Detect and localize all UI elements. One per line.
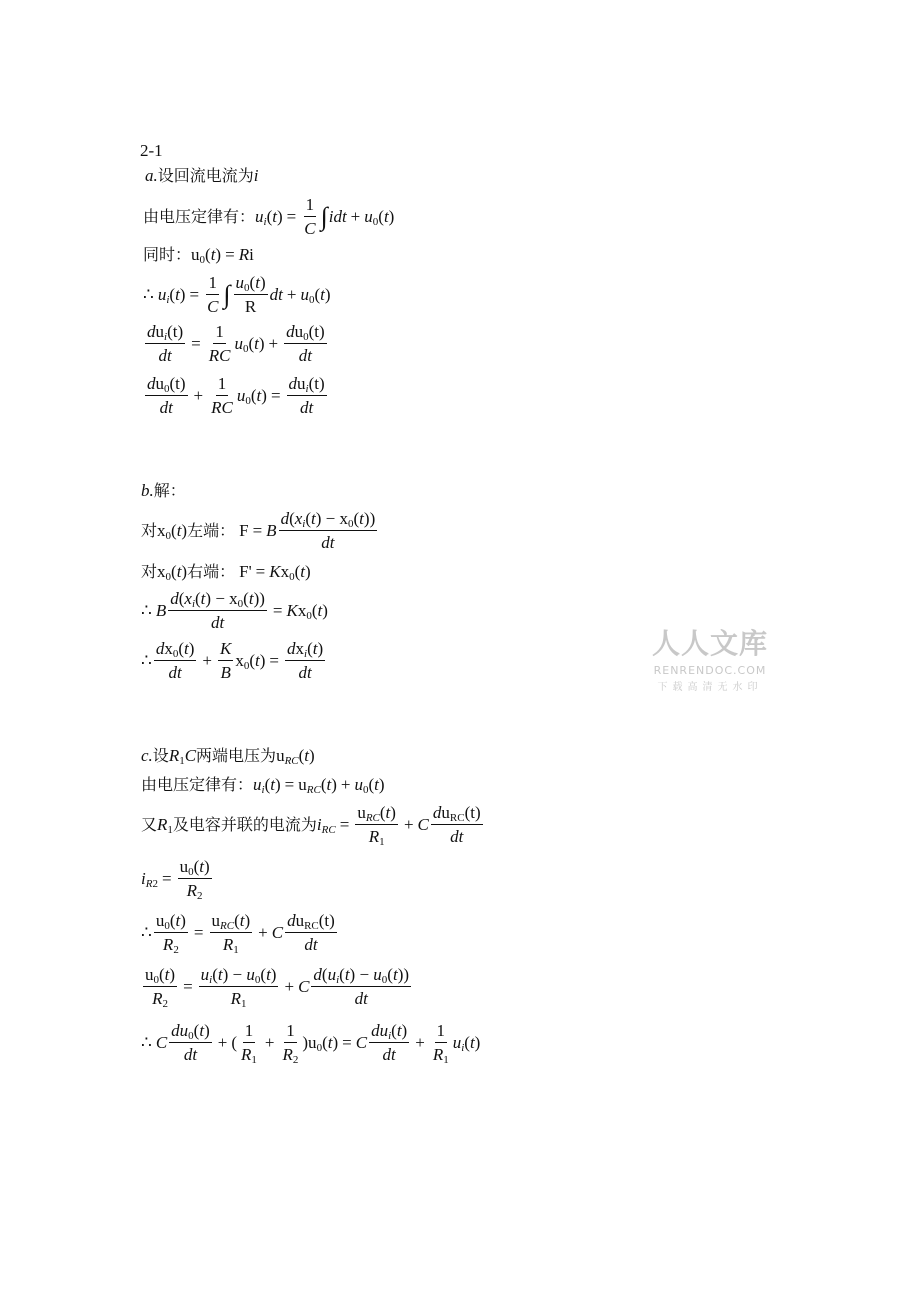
- part-c-equation-1: 由电压定律有： $u_i(t)$ = $u_{RC}(t)$ + $u_0(t)$: [141, 774, 385, 796]
- part-b-equation-2: 对 $x_0(t)$ 右端： F' = $Kx_0(t)$: [141, 561, 311, 583]
- watermark-logo: 人人文库 RENRENDOC.COM 下载高清无水印: [651, 627, 768, 693]
- part-c-equation-4: ∴ $\frac{u_0(t)}{R_2}$ = $\frac{u_{RC}(t)}{R_1}$ + C $\frac{du_{RC}(t)}{dt}$: [141, 911, 335, 956]
- problem-number: 2-1: [140, 141, 163, 160]
- part-a-equation-4: $\frac{du_i(t)}{dt}$ = $\frac{1}{RC}$ $u_0(t)$ + $\frac{du_0(t)}{dt}$: [147, 322, 325, 365]
- part-c-equation-2: 又 $R_1$ 及电容并联的电流为 $i_{RC}$ = $\frac{u_{RC}(t)}{R_1}$ + C $\frac{du_{RC}(t)}{dt}$: [141, 803, 481, 848]
- part-a-equation-2: 同时： $u_0(t)$ = Ri: [143, 244, 254, 266]
- part-c-equation-5: $\frac{u_0(t)}{R_2}$ = $\frac{u_i(t) - u_0(t)}{R_1}$ + C $\frac{d(u_i(t) - u_0(t))}{dt}$: [145, 965, 410, 1010]
- part-c-equation-3: $i_{R2}$ = $\frac{u_0(t)}{R_2}$: [141, 857, 210, 902]
- part-a-intro: a. 设回流电流为 i: [145, 165, 259, 185]
- part-c-intro: c. 设 $R_1C$ 两端电压为 $u_{RC}(t)$: [141, 745, 315, 767]
- part-c-equation-6: ∴ C $\frac{du_0(t)}{dt}$ + ( $\frac{1}{R_1}$ + $\frac{1}{R_2}$ )$u_0(t)$ = C $\frac{du_i(t)}{dt}$ + $\frac{1}{R_1}$ $u_i(t)$: [141, 1021, 481, 1066]
- part-a-equation-5: $\frac{du_0(t)}{dt}$ + $\frac{1}{RC}$ $u_0(t)$ = $\frac{du_i(t)}{dt}$: [147, 374, 325, 417]
- part-b-intro: b. 解：: [141, 480, 186, 500]
- part-a-equation-3: ∴ $u_i(t)$ = $\frac{1}{C}$ ∫ $\frac{u_0(t)}{R}$ dt + $u_0(t)$: [143, 273, 331, 316]
- part-a-equation-1: 由电压定律有： $u_i(t)$ = $\frac{1}{C}$ ∫ idt + $u_0(t)$: [143, 195, 395, 238]
- part-b-equation-3: ∴ B $\frac{d(x_i(t) - x_0(t))}{dt}$ = $Kx_0(t)$: [141, 589, 328, 632]
- part-b-equation-1: 对 $x_0(t)$ 左端： F = B $\frac{d(x_i(t) - x_0(t))}{dt}$: [141, 509, 376, 552]
- part-b-equation-4: ∴ $\frac{dx_0(t)}{dt}$ + $\frac{K}{B}$ $x_0(t)$ = $\frac{dx_i(t)}{dt}$: [141, 639, 324, 682]
